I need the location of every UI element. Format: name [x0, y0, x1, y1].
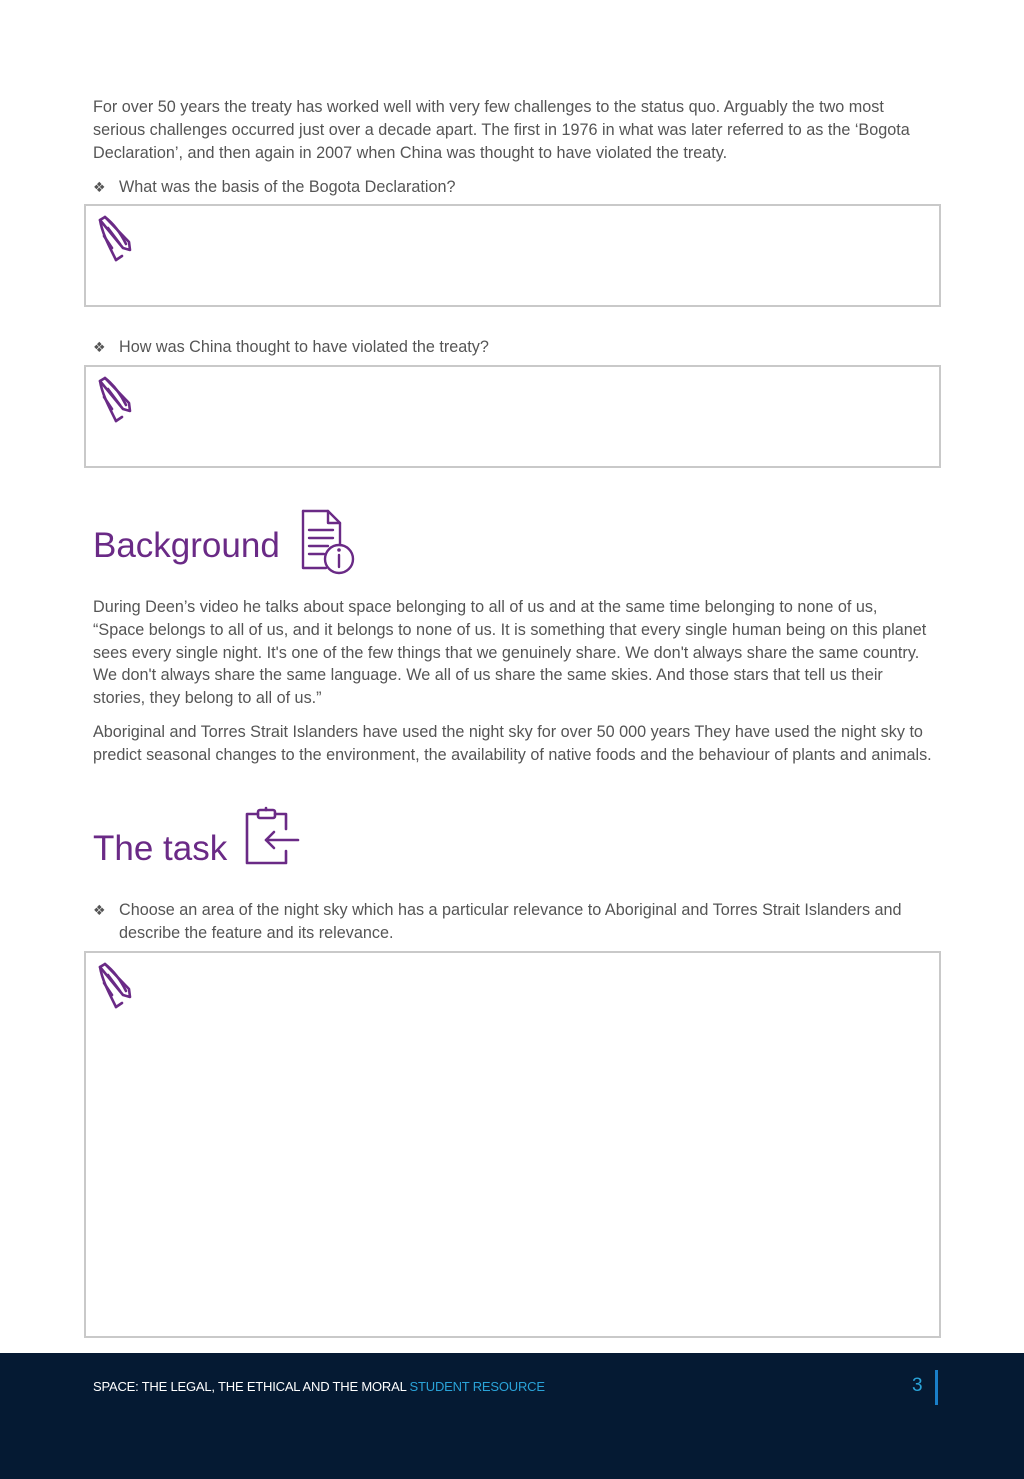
question-text: How was China thought to have violated the treaty? [119, 338, 489, 356]
question-bogota [93, 176, 933, 199]
background-heading: Background [93, 526, 280, 565]
footer-title-accent: STUDENT RESOURCE [409, 1379, 545, 1394]
diamond-bullet-icon: ❖ [93, 902, 106, 918]
footer-title-main: SPACE: THE LEGAL, THE ETHICAL AND THE MORAL [93, 1379, 407, 1394]
task-heading: The task [93, 829, 228, 868]
question-text: What was the basis of the Bogota Declaration? [119, 178, 456, 196]
answer-box-task[interactable] [84, 951, 941, 1338]
page-number: 3 [912, 1375, 923, 1396]
task-question-text: Choose an area of the night sky which has a particular relevance to Aboriginal and Torres Strait Islanders and describe the feature and its relevance. [119, 901, 902, 942]
clipboard-arrow-icon [242, 805, 302, 867]
writing-hand-icon [96, 214, 132, 262]
diamond-bullet-icon: ❖ [93, 339, 106, 355]
intro-paragraph: For over 50 years the treaty has worked well with very few challenges to the status quo. Arguably the two most serious challenges occurred just over a decade apart. The first in 1976 in what was later referred to as the ‘Bogota Declaration’, and then again in 2007 when China was thought to have violated the treaty. [93, 98, 910, 162]
page-number-bar [935, 1370, 938, 1405]
diamond-bullet-icon: ❖ [93, 179, 106, 195]
writing-hand-icon [96, 961, 132, 1009]
writing-hand-icon [96, 375, 132, 423]
background-paragraph-aboriginal: Aboriginal and Torres Strait Islanders have used the night sky for over 50 000 years They have used the night sky to predict seasonal changes to the environment, the availability of native foods and the behaviour of plants and animals. [93, 723, 932, 764]
background-paragraph-quote: During Deen’s video he talks about space belonging to all of us and at the same time belonging to none of us, “Space belongs to all of us, and it belongs to none of us. It is something that every single human being on this planet sees every single night. It's one of the few things that we genuinely share. We don't always share the same country. We don't always share the same language. We all of us share the same skies. And those stars that tell us their stories, they belong to all of us.” [93, 598, 927, 708]
answer-box-bogota[interactable] [84, 204, 941, 307]
question-china [93, 336, 933, 359]
task-question [93, 899, 933, 945]
answer-box-china[interactable] [84, 365, 941, 468]
document-info-icon [300, 508, 358, 576]
footer-title [93, 1379, 545, 1394]
page-footer [0, 1353, 1024, 1479]
